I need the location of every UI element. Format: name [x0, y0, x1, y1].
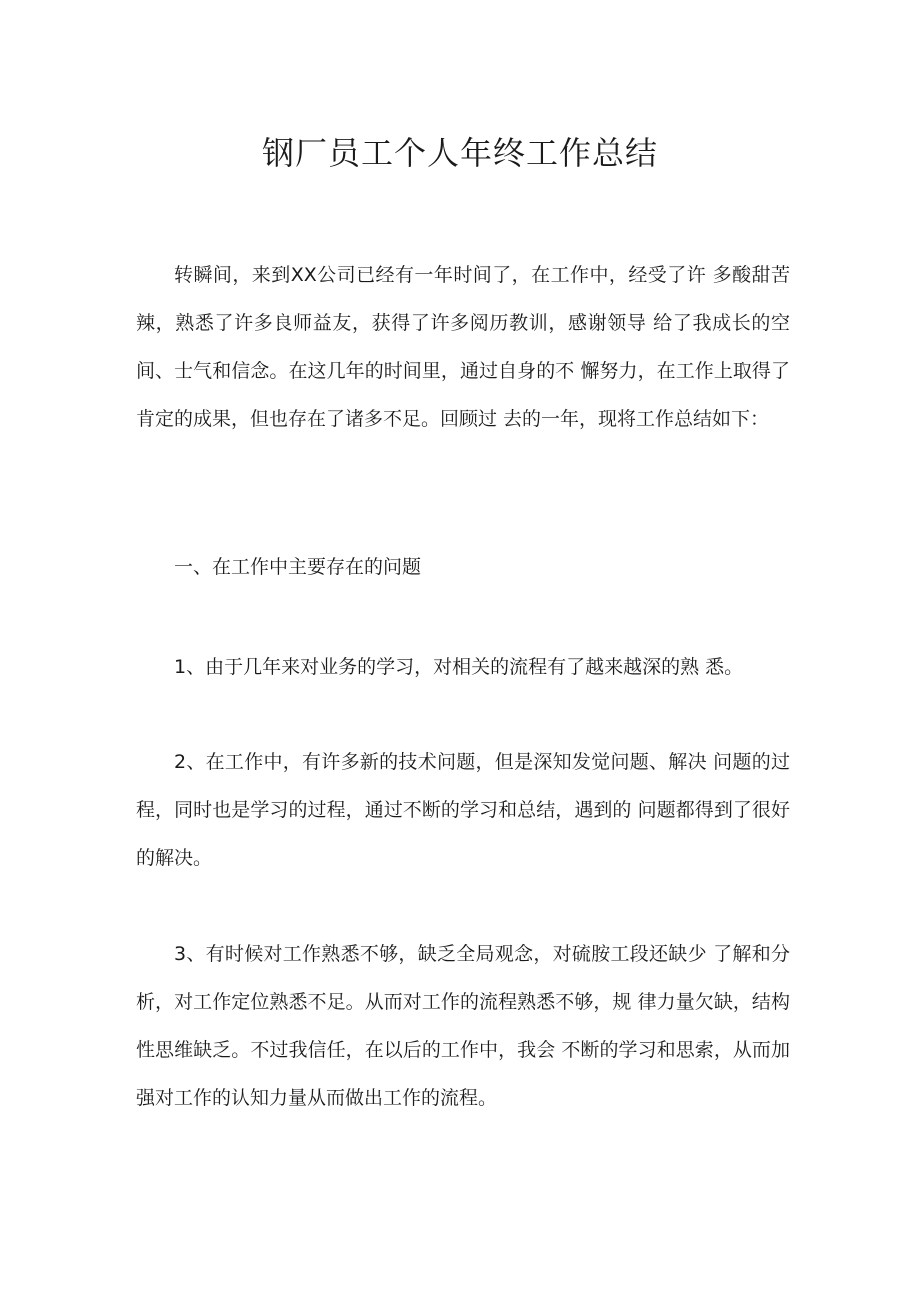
intro-paragraph: 转瞬间，来到XX公司已经有一年时间了，在工作中，经受了许 多酸甜苦辣，熟悉了许多良师益友，获得了许多阅历教训，感谢领导 给了我成长的空间、士气和信念。在这几年的时间里，通过自身的不 懈努力，在工作上取得了肯定的成果，但也存在了诸多不足。回顾过 去的一年，现将工作总结如下： [136, 264, 790, 430]
section-heading: 一、在工作中主要存在的问题 [174, 556, 422, 578]
list-item: 3、有时候对工作熟悉不够，缺乏全局观念，对硫胺工段还缺少 了解和分析，对工作定位熟悉不足。从而对工作的流程熟悉不够，规 律力量欠缺，结构性思维缺乏。不过我信任，在以后的工作中，我会 不断的学习和思索，从而加强对工作的认知力量从而做出工作的流程。 [136, 943, 790, 1109]
list-item: 2、在工作中，有许多新的技术问题，但是深知发觉问题、解决 问题的过程，同时也是学习的过程，通过不断的学习和总结，遇到的 问题都得到了很好的解决。 [136, 751, 790, 869]
list-item: 1、由于几年来对业务的学习，对相关的流程有了越来越深的熟 悉。 [174, 656, 744, 678]
document-title: 钢厂员工个人年终工作总结 [261, 134, 658, 172]
